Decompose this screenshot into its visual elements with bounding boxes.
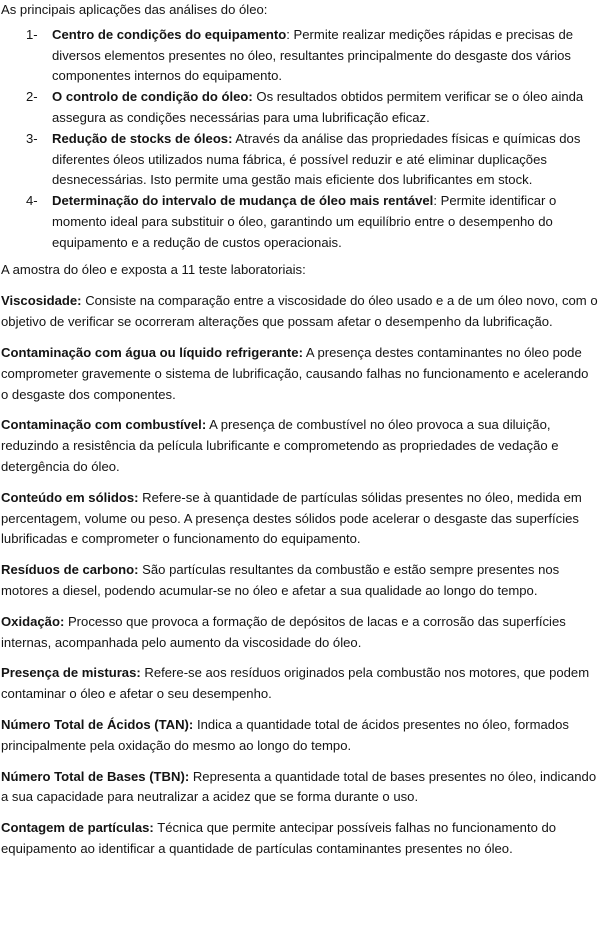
item-body	[52, 129, 599, 191]
test-paragraph	[1, 767, 599, 809]
intro-text: As principais aplicações das análises do óleo:	[1, 2, 268, 17]
test-text: Consiste na comparação entre a viscosidade do óleo usado e a de um óleo novo, com o objetivo de verificar se ocorreram alterações que possam afetar o desempenho da lubrificação.	[1, 293, 598, 330]
test-text: Indica a quantidade total de ácidos presentes no óleo, formados principalmente pela oxidação do mesmo ao longo do tempo.	[1, 716, 569, 753]
test-text: Refere-se à quantidade de partículas sólidas presentes no óleo, medida em percentagem, volume ou peso. A presença destes sólidos pode acelerar o desgaste das superfícies lubrificadas e comprometer o funcionamento do equipamento.	[1, 489, 582, 547]
test-title: Número Total de Bases (TBN):	[1, 768, 190, 784]
test-paragraph	[1, 663, 599, 705]
item-number: 3-	[26, 130, 38, 146]
test-title: Contaminação com combustível:	[1, 417, 207, 433]
item-body	[52, 87, 599, 129]
test-paragraph	[1, 560, 599, 602]
item-text: Permite identificar o momento ideal para substituir o óleo, garantindo um equilíbrio entre o desempenho do equipamento e a redução de custos operacionais.	[52, 193, 557, 250]
test-title: Conteúdo em sólidos:	[1, 489, 139, 505]
test-paragraph	[1, 343, 599, 405]
test-title: Oxidação:	[1, 613, 65, 629]
test-title: Viscosidade:	[1, 293, 82, 309]
applications-list	[1, 25, 599, 254]
test-paragraph	[1, 488, 599, 550]
test-title: Resíduos de carbono:	[1, 562, 139, 578]
test-title: Contaminação com água ou líquido refrigerante:	[1, 344, 303, 360]
item-text: Os resultados obtidos permitem verificar se o óleo ainda assegura as condições necessárias para uma lubrificação eficaz.	[52, 89, 584, 125]
application-item	[1, 191, 599, 253]
test-title: Número Total de Ácidos (TAN):	[1, 716, 194, 732]
sample-sentence: A amostra do óleo e exposta a 11 teste laboratoriais:	[1, 261, 306, 277]
test-text: Representa a quantidade total de bases presentes no óleo, indicando a sua capacidade para neutralizar a acidez que se forma durante o uso.	[1, 768, 597, 805]
test-paragraph	[1, 415, 599, 477]
test-text: São partículas resultantes da combustão e estão sempre presentes nos motores a diesel, podendo acumular-se no óleo e afetar a sua qualidade ao longo do tempo.	[1, 562, 560, 598]
test-paragraph	[1, 715, 599, 757]
item-text: Através da análise das propriedades físicas e químicas dos diferentes óleos utilizados numa fábrica, é possível reduzir e até eliminar duplicações desnecessárias. Isto permite uma gestão mais eficiente dos lubrificantes em stock.	[52, 130, 581, 188]
item-number: 2-	[26, 89, 38, 105]
test-text: Processo que provoca a formação de depósitos de lacas e a corrosão das superfícies internas, acompanhada pelo aumento da viscosidade do óleo.	[1, 613, 566, 650]
item-body	[52, 191, 599, 253]
item-title: Determinação do intervalo de mudança de óleo mais rentável	[52, 193, 434, 209]
test-paragraph	[1, 291, 599, 333]
application-item	[1, 87, 599, 129]
test-title: Presença de misturas:	[1, 665, 141, 681]
test-text: A presença destes contaminantes no óleo pode comprometer gravemente o sistema de lubrificação, causando falhas no funcionamento e acelerando o desgaste dos componentes.	[1, 344, 589, 402]
item-body	[52, 25, 599, 87]
item-number: 1-	[26, 26, 38, 42]
item-title: Redução de stocks de óleos:	[52, 130, 233, 146]
item-number: 4-	[26, 193, 38, 209]
item-title: O controlo de condição do óleo:	[52, 89, 253, 105]
test-paragraph	[1, 818, 599, 860]
item-separator: :	[433, 193, 441, 209]
item-separator: :	[286, 26, 294, 42]
test-text: Técnica que permite antecipar possíveis falhas no funcionamento do equipamento ao identificar a quantidade de partículas contaminantes presentes no óleo.	[1, 820, 557, 856]
test-text: Refere-se aos resíduos originados pela combustão nos motores, que podem contaminar o óleo e afetar o seu desempenho.	[1, 665, 590, 702]
application-item	[1, 25, 599, 87]
item-text: Permite realizar medições rápidas e precisas de diversos elementos presentes no óleo, resultantes principalmente do desgaste dos vários componentes internos do equipamento.	[52, 26, 574, 84]
test-text: A presença de combustível no óleo provoca a sua diluição, reduzindo a resistência da película lubrificante e comprometendo as propriedades de vedação e detergência do óleo.	[1, 417, 559, 474]
item-title: Centro de condições do equipamento	[52, 26, 287, 42]
test-paragraph	[1, 612, 599, 654]
application-item	[1, 129, 599, 191]
test-title: Contagem de partículas:	[1, 820, 154, 836]
